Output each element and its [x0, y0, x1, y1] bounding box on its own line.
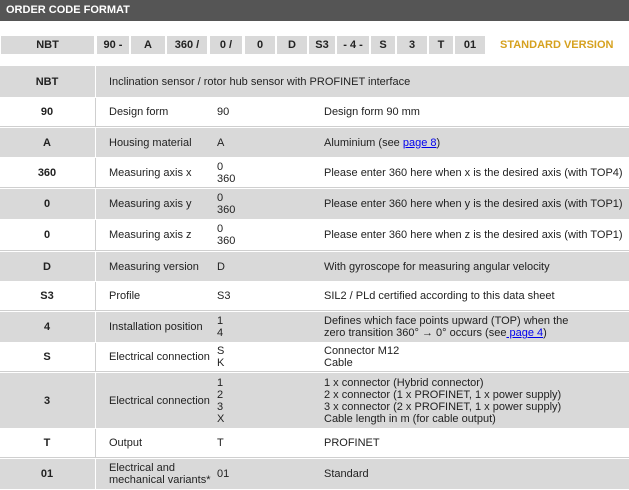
row-value: 360	[217, 172, 236, 185]
row-label: Housing material	[109, 136, 192, 149]
code-segment: 01	[455, 36, 485, 54]
code-segment: S	[371, 36, 395, 54]
table-row	[0, 97, 629, 127]
description-line: Cable length in m (for cable output)	[324, 412, 496, 425]
row-value: 4	[217, 327, 224, 339]
description-line: Connector M12	[324, 345, 400, 357]
row-code: S3	[40, 290, 54, 302]
description-line: 2 x connector (1 x PROFINET, 1 x power supply)	[324, 388, 562, 401]
row-code: 0	[43, 229, 51, 241]
row-description	[324, 312, 629, 342]
row-description: Please enter 360 here when y is the desired axis (with TOP1)	[324, 198, 623, 210]
row-code: S	[43, 351, 51, 363]
row-label: Design form	[109, 106, 169, 118]
code-segment: 90 -	[97, 36, 129, 54]
row-values	[217, 158, 317, 187]
description-line: Defines which face points upward (TOP) when the	[324, 315, 569, 327]
row-description	[324, 373, 629, 428]
code-segment: NBT	[1, 36, 94, 54]
table-row	[0, 127, 629, 157]
row-label: Output	[109, 437, 143, 449]
row-value: 0	[217, 223, 224, 235]
row-value: 01	[217, 468, 230, 480]
row-values	[217, 312, 317, 342]
table-row	[0, 372, 629, 428]
table-row	[0, 281, 629, 311]
row-label: Measuring axis y	[109, 198, 192, 210]
row-value: A	[217, 136, 225, 149]
row-value: 1	[217, 376, 224, 389]
standard-version-label: STANDARD VERSION	[500, 39, 614, 51]
row-value: S	[217, 345, 225, 357]
row-value: 1	[217, 315, 224, 327]
table-row	[0, 65, 629, 97]
table-row	[0, 311, 629, 342]
row-description: Standard	[324, 468, 369, 480]
table-row	[0, 458, 629, 489]
row-label: Measuring axis x	[109, 166, 192, 179]
description-suffix: )	[436, 136, 441, 149]
row-values	[217, 220, 317, 250]
row-code: D	[43, 260, 51, 273]
row-code: 0	[43, 198, 51, 210]
row-value: X	[217, 412, 225, 425]
row-label: Inclination sensor / rotor hub sensor with PROFINET interface	[109, 75, 411, 88]
row-code: NBT	[35, 75, 59, 88]
row-description	[324, 128, 629, 157]
description-text: Aluminium (see	[324, 136, 403, 149]
row-code: A	[43, 136, 51, 149]
code-segment: T	[429, 36, 453, 54]
code-segment: S3	[309, 36, 335, 54]
row-value: 360	[217, 204, 236, 216]
table-row	[0, 342, 629, 372]
row-code: 3	[43, 394, 51, 407]
table-row	[0, 219, 629, 251]
row-value: 0	[217, 192, 224, 204]
row-label: Electrical connection	[109, 351, 210, 363]
row-code: 4	[43, 321, 51, 333]
row-description: Design form 90 mm	[324, 106, 420, 118]
row-description: PROFINET	[324, 437, 380, 449]
row-value: K	[217, 357, 225, 369]
table-row	[0, 251, 629, 281]
row-label: Measuring axis z	[109, 229, 192, 241]
description-line: 3 x connector (2 x PROFINET, 1 x power supply)	[324, 400, 562, 413]
row-code: 90	[40, 106, 54, 118]
row-label: Electrical connection	[109, 394, 210, 407]
code-segment: - 4 -	[337, 36, 369, 54]
row-description: With gyroscope for measuring angular velocity	[324, 260, 550, 273]
row-value: 3	[217, 400, 224, 413]
code-segment: 0	[245, 36, 275, 54]
page-4-link[interactable]: page 4	[506, 327, 544, 339]
row-code: T	[43, 437, 51, 449]
row-value: S3	[217, 290, 231, 302]
row-code: 360	[37, 166, 57, 179]
row-label: Installation position	[109, 321, 203, 333]
row-code: 01	[40, 468, 54, 480]
row-label: Measuring version	[109, 260, 199, 273]
code-segment: 360 /	[167, 36, 207, 54]
row-value: D	[217, 260, 225, 273]
table-row	[0, 428, 629, 458]
row-description: Please enter 360 here when z is the desired axis (with TOP1)	[324, 229, 623, 241]
page-8-link[interactable]: page 8	[402, 136, 437, 149]
row-value: 360	[217, 235, 236, 247]
code-segment: D	[277, 36, 307, 54]
row-value: 90	[217, 106, 230, 118]
table-row	[0, 157, 629, 188]
row-value: 2	[217, 388, 224, 401]
description-line	[324, 327, 547, 339]
row-description	[324, 343, 629, 371]
section-title: ORDER CODE FORMAT	[0, 0, 629, 21]
row-values	[217, 343, 317, 371]
row-value: 0	[217, 160, 224, 173]
row-values	[217, 373, 317, 428]
code-segment: 0 /	[210, 36, 242, 54]
description-line: Cable	[324, 357, 353, 369]
row-description: Please enter 360 here when x is the desired axis (with TOP4)	[324, 166, 623, 179]
row-label: Electrical and mechanical variants*	[109, 462, 211, 486]
table-row	[0, 188, 629, 219]
description-line: 1 x connector (Hybrid connector)	[324, 376, 484, 389]
row-label: Profile	[109, 290, 141, 302]
description-suffix: )	[543, 327, 547, 339]
description-text: zero transition 360° → 0° occurs (see	[324, 327, 507, 339]
code-segment: 3	[397, 36, 427, 54]
row-description: SIL2 / PLd certified according to this data sheet	[324, 290, 555, 302]
code-segment: A	[131, 36, 165, 54]
order-code-bar	[0, 36, 629, 54]
row-values	[217, 189, 317, 219]
row-value: T	[217, 437, 224, 449]
